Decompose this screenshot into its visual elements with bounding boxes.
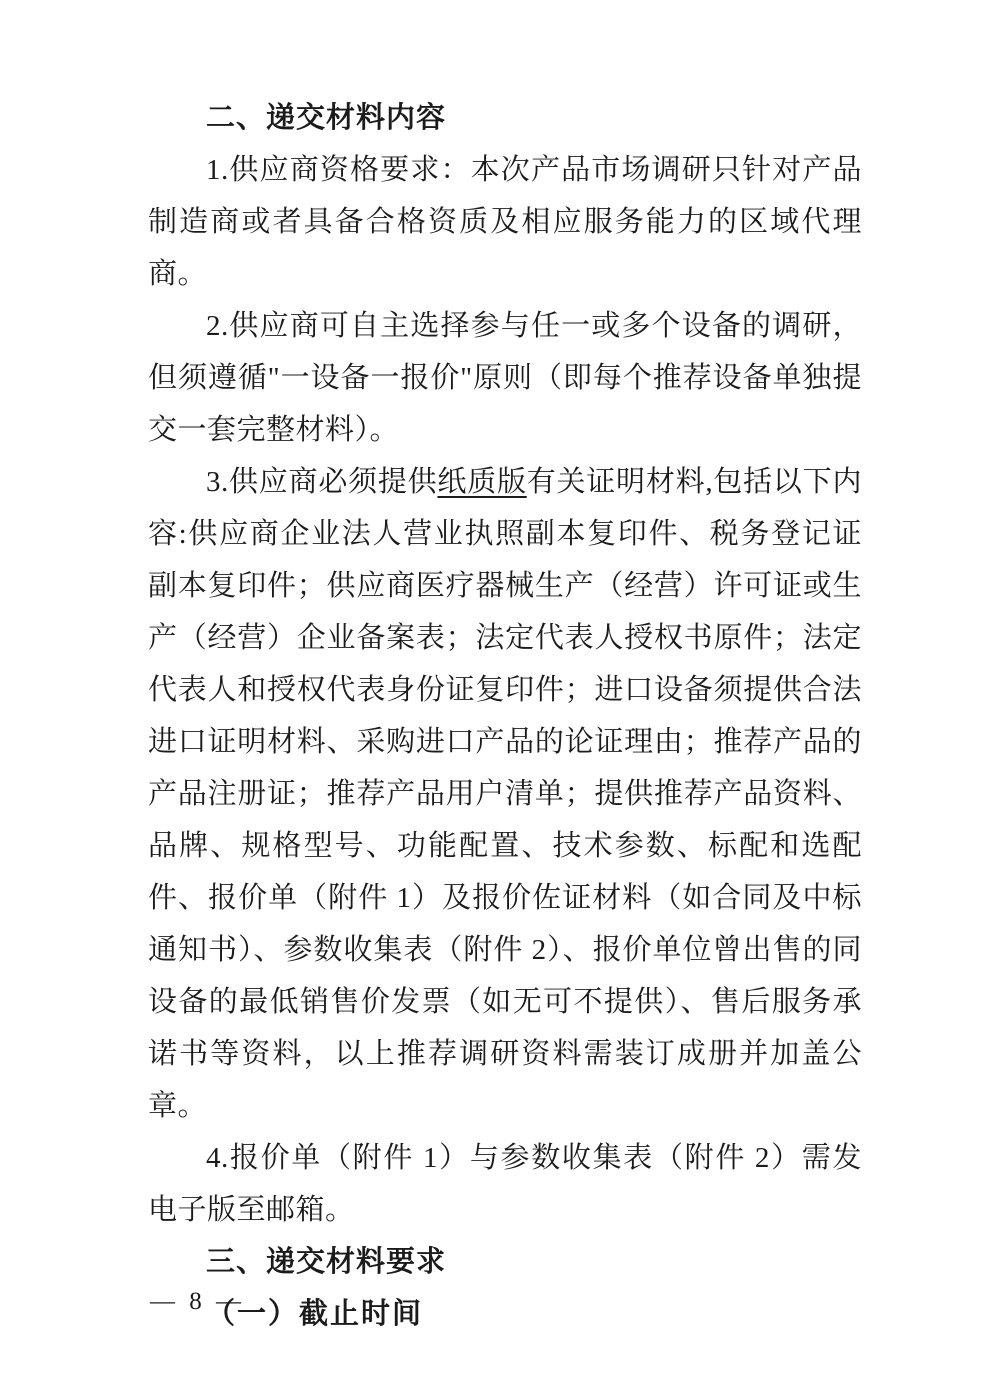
- section-heading-3: 三、递交材料要求: [206, 1246, 447, 1278]
- paragraph-electronic-version: 4.报价单（附件 1）与参数收集表（附件 2）需发电子版至邮箱。: [148, 1142, 862, 1226]
- paper-version-underlined-term: 纸质版: [437, 466, 527, 498]
- paragraph-supplier-qualification: 1.供应商资格要求：本次产品市场调研只针对产品制造商或者具备合格资质及相应服务能力的区域代理商。: [148, 154, 862, 290]
- page-number: — 8 —: [150, 1288, 245, 1315]
- paragraph-paper-materials-suffix: 有关证明材料,包括以下内容:供应商企业法人营业执照副本复印件、税务登记证副本复印件；供应商医疗器械生产（经营）许可证或生产（经营）企业备案表；法定代表人授权书原件；法定代表人和授权代表身份证复印件；进口设备须提供合法进口证明材料、采购进口产品的论证理由；推荐产品的产品注册证；推荐产品用户清单；提供推荐产品资料、品牌、规格型号、功能配置、技术参数、标配和选配件、报价单（附件 1）及报价佐证材料（如合同及中标通知书）、参数收集表（附件 2）、报价单位曾出售的同设备的最低销售价发票（如无可不提供）、售后服务承诺书等资料，以上推荐调研资料需装订成册并加盖公章。: [148, 466, 862, 1122]
- document-body: [148, 92, 862, 1340]
- paragraph-paper-materials: [148, 456, 862, 1132]
- paragraph-one-device-one-quote: 2.供应商可自主选择参与任一或多个设备的调研，但须遵循"一设备一报价"原则（即每个推荐设备单独提交一套完整材料）。: [148, 310, 862, 446]
- section-heading-2: 二、递交材料内容: [206, 102, 447, 134]
- subsection-heading-deadline: （一）截止时间: [206, 1298, 424, 1330]
- paragraph-paper-materials-prefix: 3.供应商必须提供: [206, 466, 438, 498]
